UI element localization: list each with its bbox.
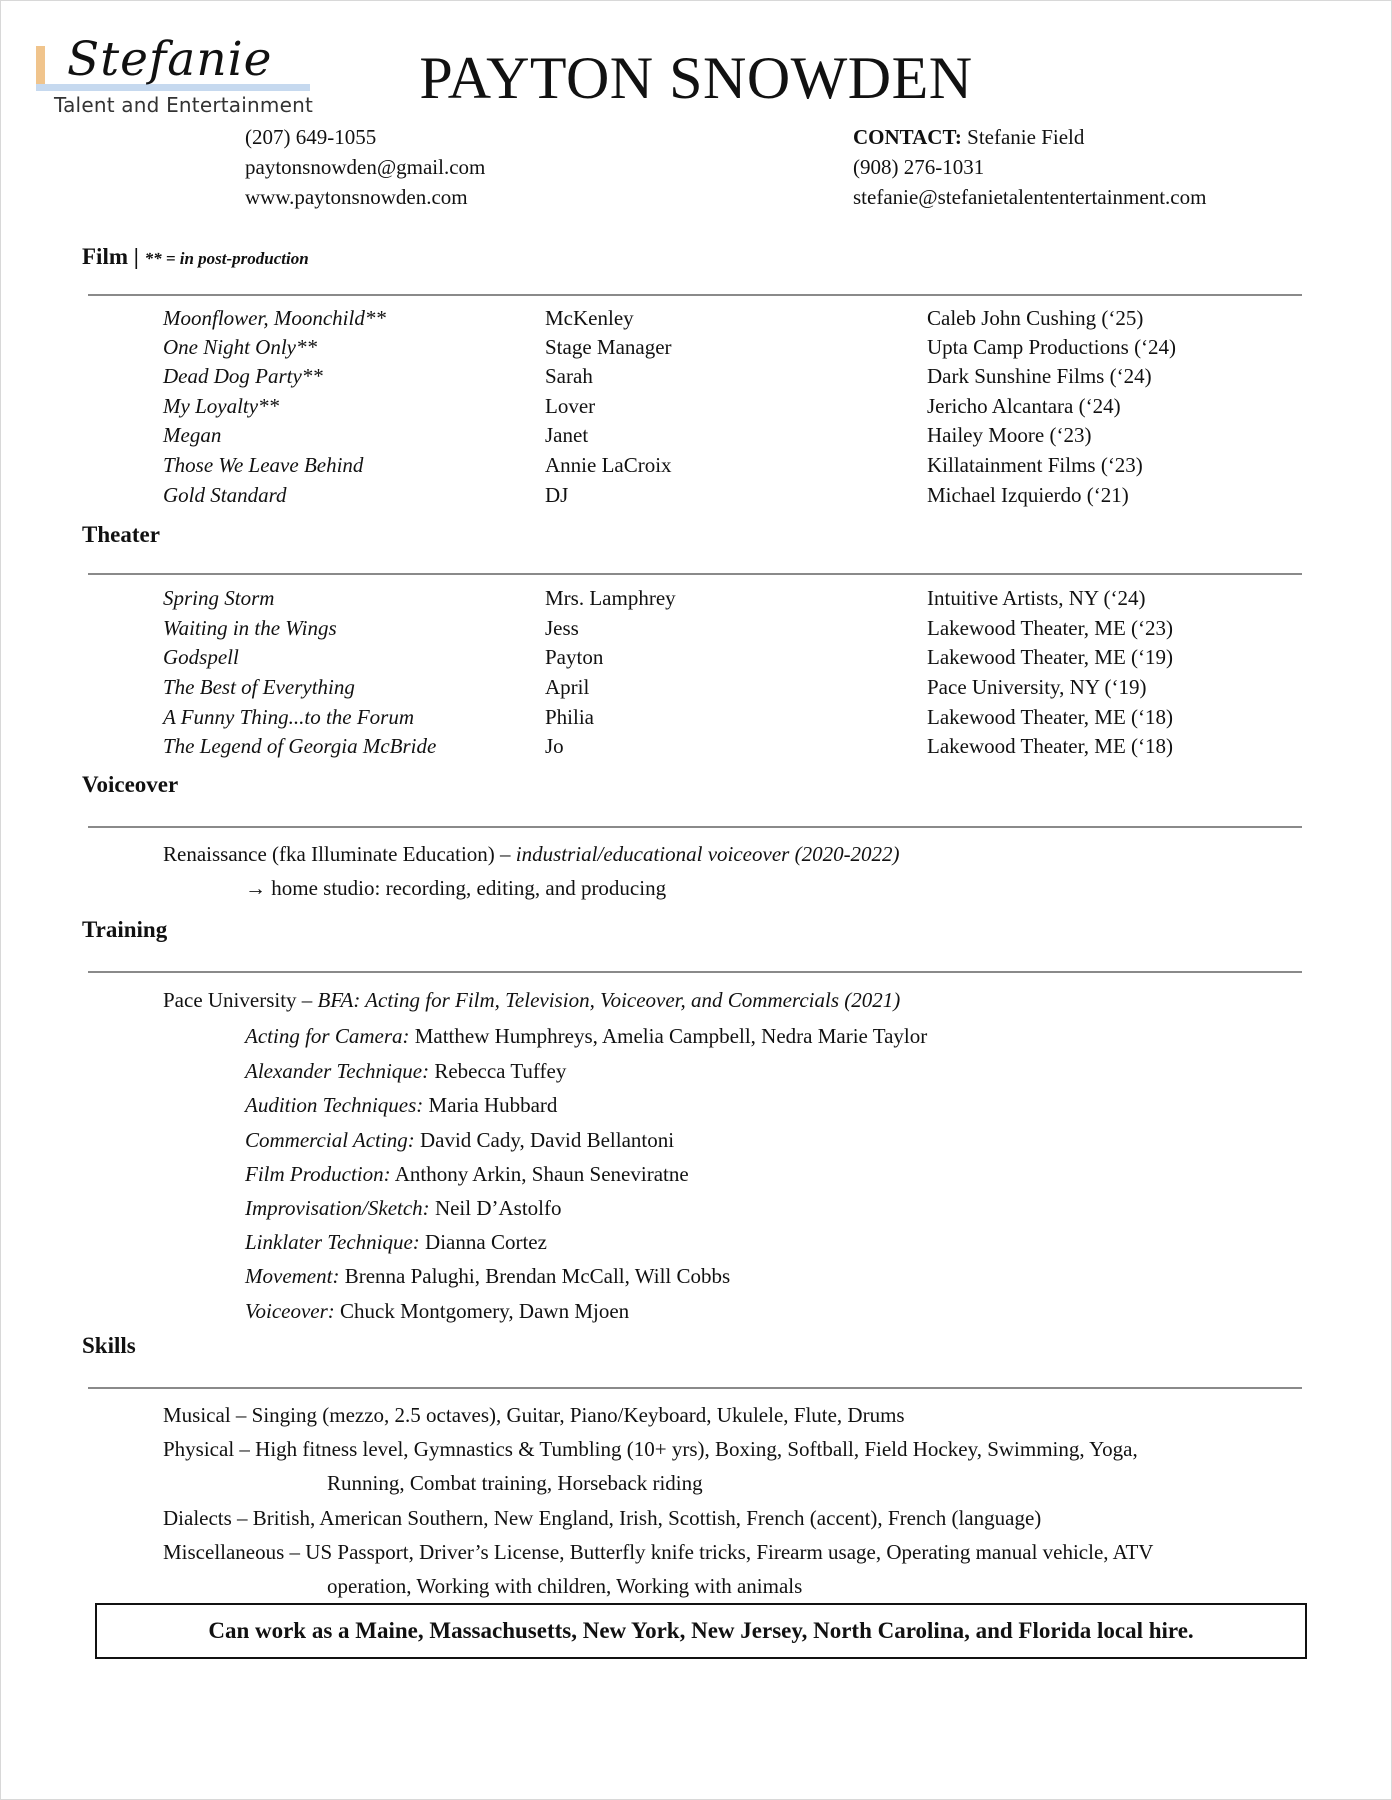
training-subject: Film Production: — [245, 1162, 391, 1186]
skills-musical: Musical – Singing (mezzo, 2.5 octaves), Guitar, Piano/Keyboard, Ukulele, Flute, Drums — [163, 1403, 905, 1427]
training-teachers: Rebecca Tuffey — [429, 1059, 567, 1083]
film-divider — [88, 294, 1302, 296]
theater-company: Lakewood Theater, ME (‘23) — [927, 616, 1174, 640]
training-divider — [88, 971, 1302, 973]
training-heading: Training — [82, 917, 168, 942]
training-row — [245, 1059, 566, 1084]
agent-email: stefanie@stefanietalententertainment.com — [853, 185, 1207, 209]
film-title: Gold Standard — [163, 483, 287, 507]
training-row — [245, 1196, 562, 1221]
film-role: McKenley — [545, 306, 634, 330]
actor-phone: (207) 649-1055 — [245, 125, 377, 149]
training-degree: BFA: Acting for Film, Television, Voiceover, and Commercials (2021) — [317, 988, 901, 1012]
theater-company: Lakewood Theater, ME (‘18) — [927, 734, 1174, 758]
contact-label: CONTACT: — [853, 125, 962, 149]
film-heading — [82, 244, 309, 270]
skills-heading: Skills — [82, 1333, 136, 1358]
theater-role: Jo — [545, 734, 564, 758]
theater-title: Waiting in the Wings — [163, 616, 337, 640]
training-teachers: Brenna Palughi, Brendan McCall, Will Cobbs — [339, 1264, 731, 1288]
theater-role: Jess — [545, 616, 579, 640]
film-role: Stage Manager — [545, 335, 672, 359]
logo-script-text: Stefanie — [67, 32, 273, 87]
film-role: Annie LaCroix — [545, 453, 672, 477]
training-subject: Alexander Technique: — [245, 1059, 430, 1083]
theater-title: The Legend of Georgia McBride — [163, 734, 437, 758]
training-teachers: Matthew Humphreys, Amelia Campbell, Nedra Marie Taylor — [409, 1024, 928, 1048]
theater-role: Mrs. Lamphrey — [545, 586, 676, 610]
theater-divider — [88, 573, 1302, 575]
training-subject: Voiceover: — [245, 1299, 335, 1323]
theater-title: A Funny Thing...to the Forum — [163, 705, 415, 729]
agent-contact — [853, 122, 1206, 212]
training-row — [245, 1024, 927, 1049]
training-teachers: Dianna Cortez — [419, 1230, 547, 1254]
agent-phone: (908) 276-1031 — [853, 155, 985, 179]
logo-tagline: Talent and Entertainment — [54, 93, 313, 117]
film-role: Sarah — [545, 364, 593, 388]
agent-name: Stefanie Field — [967, 125, 1085, 149]
skills-physical-continued: Running, Combat training, Horseback riding — [327, 1471, 703, 1495]
voiceover-detail: → home studio: recording, editing, and producing — [245, 876, 667, 900]
training-teachers: Anthony Arkin, Shaun Seneviratne — [390, 1162, 689, 1186]
training-subject: Commercial Acting: — [245, 1128, 415, 1152]
training-school — [163, 988, 900, 1013]
film-company: Hailey Moore (‘23) — [927, 423, 1092, 447]
training-subject: Linklater Technique: — [245, 1230, 420, 1254]
film-company: Caleb John Cushing (‘25) — [927, 306, 1144, 330]
film-company: Upta Camp Productions (‘24) — [927, 335, 1177, 359]
film-title: One Night Only** — [163, 335, 317, 359]
training-teachers: Neil D’Astolfo — [429, 1196, 562, 1220]
theater-title: The Best of Everything — [163, 675, 355, 699]
skills-miscellaneous: Miscellaneous – US Passport, Driver’s License, Butterfly knife tricks, Firearm usage, Operating manual vehicle, ATV — [163, 1540, 1154, 1564]
film-role: Lover — [545, 394, 596, 418]
skills-physical: Physical – High fitness level, Gymnastics & Tumbling (10+ yrs), Boxing, Softball, Field Hockey, Swimming, Yoga, — [163, 1437, 1138, 1461]
theater-role: Payton — [545, 645, 604, 669]
theater-title: Spring Storm — [163, 586, 275, 610]
theater-company: Intuitive Artists, NY (‘24) — [927, 586, 1146, 610]
training-subject: Improvisation/Sketch: — [245, 1196, 430, 1220]
training-teachers: Chuck Montgomery, Dawn Mjoen — [334, 1299, 630, 1323]
film-title: Those We Leave Behind — [163, 453, 364, 477]
training-school-name: Pace University – — [163, 988, 318, 1012]
skills-miscellaneous-continued: operation, Working with children, Working with animals — [327, 1574, 803, 1598]
training-row — [245, 1128, 674, 1153]
theater-company: Lakewood Theater, ME (‘18) — [927, 705, 1174, 729]
theater-heading: Theater — [82, 522, 160, 547]
film-heading-label: Film | — [82, 244, 139, 269]
film-role: Janet — [545, 423, 589, 447]
film-company: Jericho Alcantara (‘24) — [927, 394, 1121, 418]
training-subject: Audition Techniques: — [245, 1093, 424, 1117]
theater-company: Pace University, NY (‘19) — [927, 675, 1147, 699]
voiceover-divider — [88, 826, 1302, 828]
training-subject: Movement: — [245, 1264, 340, 1288]
theater-role: Philia — [545, 705, 595, 729]
training-row — [245, 1299, 629, 1324]
post-production-note: ** = in post-production — [144, 249, 309, 268]
training-teachers: Maria Hubbard — [423, 1093, 558, 1117]
local-hire-text: Can work as a Maine, Massachusetts, New York, New Jersey, North Carolina, and Florida local hire. — [208, 1618, 1194, 1643]
skills-dialects: Dialects – British, American Southern, New England, Irish, Scottish, French (accent), French (language) — [163, 1506, 1042, 1530]
film-role: DJ — [545, 483, 569, 507]
training-row — [245, 1230, 547, 1255]
voiceover-description: industrial/educational voiceover (2020-2022) — [515, 842, 900, 866]
skills-divider — [88, 1387, 1302, 1389]
actor-email: paytonsnowden@gmail.com — [245, 155, 486, 179]
voiceover-employer: Renaissance (fka Illuminate Education) – — [163, 842, 516, 866]
training-row — [245, 1162, 689, 1187]
theater-company: Lakewood Theater, ME (‘19) — [927, 645, 1174, 669]
actor-name: PAYTON SNOWDEN — [419, 45, 973, 111]
theater-role: April — [545, 675, 590, 699]
training-row — [245, 1093, 557, 1118]
actor-website: www.paytonsnowden.com — [245, 185, 468, 209]
film-title: Moonflower, Moonchild** — [163, 306, 386, 330]
film-title: Dead Dog Party** — [163, 364, 323, 388]
voiceover-heading: Voiceover — [82, 772, 179, 797]
film-title: My Loyalty** — [163, 394, 280, 418]
film-company: Michael Izquierdo (‘21) — [927, 483, 1129, 507]
voiceover-credit — [163, 842, 900, 867]
training-subject: Acting for Camera: — [245, 1024, 410, 1048]
film-company: Dark Sunshine Films (‘24) — [927, 364, 1152, 388]
film-company: Killatainment Films (‘23) — [927, 453, 1143, 477]
actor-contact — [245, 122, 485, 212]
film-title: Megan — [163, 423, 222, 447]
local-hire-banner — [95, 1603, 1307, 1659]
training-teachers: David Cady, David Bellantoni — [414, 1128, 675, 1152]
training-row — [245, 1264, 730, 1289]
theater-title: Godspell — [163, 645, 239, 669]
